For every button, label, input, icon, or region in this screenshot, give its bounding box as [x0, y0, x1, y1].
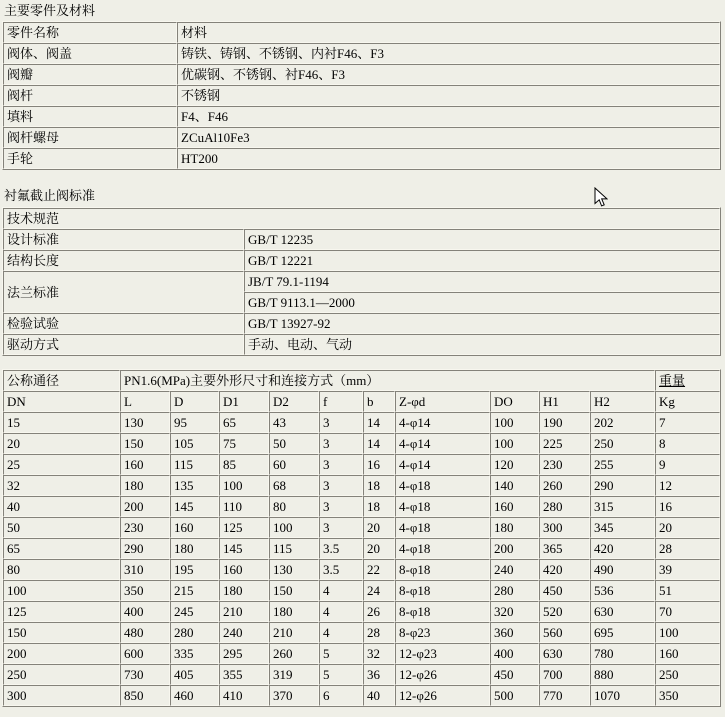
dims-cell: 290: [120, 538, 170, 559]
dims-cell: 160: [170, 517, 219, 538]
dims-cell: 125: [219, 517, 269, 538]
parts-table: [2, 21, 721, 170]
dims-cell: 95: [170, 412, 219, 433]
part-name-cell: 阀杆螺母: [3, 127, 177, 148]
dims-cell: 225: [539, 433, 590, 454]
dims-cell: 16: [363, 454, 395, 475]
dims-cell: 250: [655, 664, 720, 685]
dims-cell: 260: [269, 643, 319, 664]
table-row: [3, 601, 720, 622]
dims-cell: 210: [269, 622, 319, 643]
dims-cell: 260: [539, 475, 590, 496]
table-row: [3, 622, 720, 643]
dims-header-nominal-diameter: 公称通径: [3, 370, 120, 391]
dims-cell: 32: [363, 643, 395, 664]
table-row: [3, 250, 720, 271]
dims-cell: 4-φ14: [395, 433, 490, 454]
dims-cell: 190: [539, 412, 590, 433]
dimensions-table: [2, 369, 721, 707]
dims-cell: 3: [319, 433, 363, 454]
dims-cell: 100: [219, 475, 269, 496]
dims-col-header: H1: [539, 391, 590, 412]
dims-cell: 4-φ14: [395, 454, 490, 475]
dims-cell: 450: [490, 664, 539, 685]
dims-cell: 5: [319, 664, 363, 685]
dims-cell: 18: [363, 496, 395, 517]
part-name-cell: 阀杆: [3, 85, 177, 106]
dims-cell: 850: [120, 685, 170, 706]
table-row: [3, 313, 720, 334]
dims-cell: 1070: [590, 685, 655, 706]
dims-cell: 80: [3, 559, 120, 580]
standard-value-cell: GB/T 9113.1—2000: [244, 292, 720, 313]
dims-cell: 490: [590, 559, 655, 580]
dims-cell: 3.5: [319, 538, 363, 559]
dims-cell: 26: [363, 601, 395, 622]
table-row: [3, 106, 720, 127]
table-row: [3, 148, 720, 169]
dims-cell: 780: [590, 643, 655, 664]
standard-label-cell: 驱动方式: [3, 334, 244, 355]
dims-cell: 145: [219, 538, 269, 559]
dims-header-weight: [655, 370, 720, 391]
dims-cell: 480: [120, 622, 170, 643]
dims-cell: 460: [170, 685, 219, 706]
dims-cell: 3: [319, 475, 363, 496]
dims-cell: 400: [120, 601, 170, 622]
dims-cell: 36: [363, 664, 395, 685]
dims-cell: 115: [269, 538, 319, 559]
dims-cell: 105: [170, 433, 219, 454]
table-row: [3, 643, 720, 664]
dims-cell: 280: [539, 496, 590, 517]
dims-cell: 20: [363, 517, 395, 538]
dims-cell: 195: [170, 559, 219, 580]
dims-col-header: D1: [219, 391, 269, 412]
part-material-cell: 优碳钢、不锈钢、衬F46、F3: [177, 64, 720, 85]
table-row: [3, 127, 720, 148]
parts-table-title: 主要零件及材料: [4, 3, 96, 18]
table-row: [3, 538, 720, 559]
dims-cell: 520: [539, 601, 590, 622]
dims-cell: 150: [120, 433, 170, 454]
dims-col-header: D: [170, 391, 219, 412]
table-row: [3, 685, 720, 706]
dims-cell: 50: [3, 517, 120, 538]
table-row: [3, 271, 720, 292]
dims-cell: 150: [3, 622, 120, 643]
dims-col-header: DN: [3, 391, 120, 412]
dims-cell: 39: [655, 559, 720, 580]
dims-cell: 9: [655, 454, 720, 475]
dims-cell: 4: [319, 601, 363, 622]
dims-cell: 32: [3, 475, 120, 496]
dims-cell: 315: [590, 496, 655, 517]
dims-cell: 3: [319, 496, 363, 517]
dims-cell: 135: [170, 475, 219, 496]
dims-cell: 80: [269, 496, 319, 517]
dims-cell: 5: [319, 643, 363, 664]
dims-cell: 15: [3, 412, 120, 433]
dims-cell: 130: [269, 559, 319, 580]
dims-cell: 3: [319, 517, 363, 538]
dims-cell: 280: [490, 580, 539, 601]
dims-cell: 180: [490, 517, 539, 538]
weight-link: 重量: [659, 373, 686, 388]
dims-cell: 100: [655, 622, 720, 643]
dims-cell: 43: [269, 412, 319, 433]
dims-cell: 630: [539, 643, 590, 664]
dims-cell: 245: [170, 601, 219, 622]
dims-cell: 22: [363, 559, 395, 580]
table-row: [3, 433, 720, 454]
dims-cell: 250: [590, 433, 655, 454]
dims-cell: 240: [219, 622, 269, 643]
dims-cell: 230: [120, 517, 170, 538]
dims-cell: 8-φ18: [395, 580, 490, 601]
part-name-cell: 手轮: [3, 148, 177, 169]
dims-cell: 350: [655, 685, 720, 706]
table-row: [3, 85, 720, 106]
dims-cell: 130: [120, 412, 170, 433]
part-material-cell: F4、F46: [177, 106, 720, 127]
table-row: [3, 580, 720, 601]
table-row: [3, 412, 720, 433]
dims-cell: 50: [269, 433, 319, 454]
dims-cell: 160: [219, 559, 269, 580]
dims-cell: 70: [655, 601, 720, 622]
dims-cell: 85: [219, 454, 269, 475]
dims-cell: 8-φ18: [395, 559, 490, 580]
part-name-cell: 填料: [3, 106, 177, 127]
part-material-cell: 材料: [177, 22, 720, 43]
dims-cell: 290: [590, 475, 655, 496]
dims-cell: 180: [170, 538, 219, 559]
dims-cell: 3: [319, 454, 363, 475]
dims-cell: 350: [120, 580, 170, 601]
dims-cell: 14: [363, 412, 395, 433]
dims-cell: 450: [539, 580, 590, 601]
standard-label-cell: 设计标准: [3, 229, 244, 250]
dims-cell: 51: [655, 580, 720, 601]
dims-cell: 75: [219, 433, 269, 454]
standards-table-title: 衬氟截止阀标准: [4, 188, 96, 203]
dims-cell: 255: [590, 454, 655, 475]
table-row: [3, 22, 720, 43]
dims-cell: 150: [269, 580, 319, 601]
dims-cell: 405: [170, 664, 219, 685]
dims-cell: 230: [539, 454, 590, 475]
table-row: [3, 475, 720, 496]
dims-cell: 210: [219, 601, 269, 622]
table-row: [3, 64, 720, 85]
dims-cell: 4-φ18: [395, 496, 490, 517]
dims-cell: 880: [590, 664, 655, 685]
dims-col-header: Z-φd: [395, 391, 490, 412]
dims-cell: 115: [170, 454, 219, 475]
standard-value-cell: JB/T 79.1-1194: [244, 271, 720, 292]
dims-cell: 250: [3, 664, 120, 685]
dims-col-header: Kg: [655, 391, 720, 412]
dims-cell: 8-φ18: [395, 601, 490, 622]
standards-table: [2, 207, 721, 356]
page: [0, 3, 725, 717]
dims-cell: 600: [120, 643, 170, 664]
table-row: [3, 496, 720, 517]
dims-cell: 420: [590, 538, 655, 559]
dims-cell: 240: [490, 559, 539, 580]
dims-cell: 300: [539, 517, 590, 538]
dims-col-header: DO: [490, 391, 539, 412]
dims-cell: 4-φ18: [395, 517, 490, 538]
dims-cell: 160: [490, 496, 539, 517]
standard-label-cell: 结构长度: [3, 250, 244, 271]
dims-header-span: PN1.6(MPa)主要外形尺寸和连接方式（mm）: [120, 370, 655, 391]
standard-value-cell: GB/T 13927-92: [244, 313, 720, 334]
dims-cell: 3: [319, 412, 363, 433]
dims-cell: 320: [490, 601, 539, 622]
part-name-cell: 零件名称: [3, 22, 177, 43]
dims-cell: 180: [219, 580, 269, 601]
dims-cell: 65: [3, 538, 120, 559]
dims-cell: 360: [490, 622, 539, 643]
table-row: [3, 43, 720, 64]
table-row: [3, 517, 720, 538]
standard-label-cell: 检验试验: [3, 313, 244, 334]
dims-col-header: f: [319, 391, 363, 412]
standard-label-cell: 法兰标准: [3, 271, 244, 313]
dims-cell: 355: [219, 664, 269, 685]
dims-cell: 4: [319, 580, 363, 601]
standards-section-header: 技术规范: [3, 208, 720, 229]
dims-cell: 40: [3, 496, 120, 517]
dims-col-header: b: [363, 391, 395, 412]
dims-cell: 335: [170, 643, 219, 664]
dims-cell: 7: [655, 412, 720, 433]
dims-cell: 180: [269, 601, 319, 622]
dims-cell: 12-φ23: [395, 643, 490, 664]
dims-cell: 695: [590, 622, 655, 643]
dims-cell: 310: [120, 559, 170, 580]
dims-cell: 14: [363, 433, 395, 454]
part-material-cell: ZCuAl10Fe3: [177, 127, 720, 148]
dims-cell: 215: [170, 580, 219, 601]
dims-cell: 12-φ26: [395, 685, 490, 706]
dims-cell: 140: [490, 475, 539, 496]
dims-cell: 180: [120, 475, 170, 496]
dims-cell: 8-φ23: [395, 622, 490, 643]
dims-cell: 40: [363, 685, 395, 706]
dims-cell: 160: [655, 643, 720, 664]
dims-cell: 160: [120, 454, 170, 475]
dims-cell: 110: [219, 496, 269, 517]
dims-cell: 28: [363, 622, 395, 643]
dims-cell: 420: [539, 559, 590, 580]
dims-cell: 12-φ26: [395, 664, 490, 685]
dims-cell: 370: [269, 685, 319, 706]
standard-value-cell: GB/T 12221: [244, 250, 720, 271]
standard-value-cell: 手动、电动、气动: [244, 334, 720, 355]
dims-cell: 770: [539, 685, 590, 706]
dims-cell: 4-φ14: [395, 412, 490, 433]
dims-cell: 12: [655, 475, 720, 496]
dims-cell: 200: [3, 643, 120, 664]
dims-cell: 18: [363, 475, 395, 496]
table-row: [3, 391, 720, 412]
dims-col-header: H2: [590, 391, 655, 412]
dims-cell: 200: [490, 538, 539, 559]
dims-cell: 4-φ18: [395, 475, 490, 496]
dims-cell: 68: [269, 475, 319, 496]
dims-cell: 100: [269, 517, 319, 538]
dims-cell: 4-φ18: [395, 538, 490, 559]
dims-cell: 6: [319, 685, 363, 706]
dims-cell: 200: [120, 496, 170, 517]
table-row: [3, 334, 720, 355]
dims-cell: 20: [363, 538, 395, 559]
dims-cell: 120: [490, 454, 539, 475]
table-row: [3, 454, 720, 475]
dims-cell: 100: [3, 580, 120, 601]
dims-cell: 400: [490, 643, 539, 664]
dims-cell: 300: [3, 685, 120, 706]
dims-cell: 536: [590, 580, 655, 601]
dims-cell: 295: [219, 643, 269, 664]
dims-cell: 65: [219, 412, 269, 433]
table-row: [3, 208, 720, 229]
part-material-cell: HT200: [177, 148, 720, 169]
dims-cell: 345: [590, 517, 655, 538]
dims-cell: 100: [490, 412, 539, 433]
part-name-cell: 阀体、阀盖: [3, 43, 177, 64]
dims-cell: 3.5: [319, 559, 363, 580]
dims-cell: 630: [590, 601, 655, 622]
dims-cell: 700: [539, 664, 590, 685]
table-row: [3, 370, 720, 391]
dims-cell: 365: [539, 538, 590, 559]
dims-cell: 280: [170, 622, 219, 643]
part-material-cell: 铸铁、铸钢、不锈钢、内衬F46、F3: [177, 43, 720, 64]
dims-cell: 60: [269, 454, 319, 475]
dims-cell: 145: [170, 496, 219, 517]
dims-cell: 125: [3, 601, 120, 622]
dims-cell: 500: [490, 685, 539, 706]
dims-cell: 730: [120, 664, 170, 685]
standard-value-cell: GB/T 12235: [244, 229, 720, 250]
dims-cell: 410: [219, 685, 269, 706]
dims-cell: 202: [590, 412, 655, 433]
dims-col-header: D2: [269, 391, 319, 412]
dims-cell: 24: [363, 580, 395, 601]
dims-cell: 319: [269, 664, 319, 685]
dims-cell: 20: [655, 517, 720, 538]
dims-cell: 8: [655, 433, 720, 454]
table-row: [3, 229, 720, 250]
dims-cell: 20: [3, 433, 120, 454]
dims-cell: 560: [539, 622, 590, 643]
part-material-cell: 不锈钢: [177, 85, 720, 106]
dims-cell: 4: [319, 622, 363, 643]
dims-cell: 25: [3, 454, 120, 475]
dims-cell: 16: [655, 496, 720, 517]
part-name-cell: 阀瓣: [3, 64, 177, 85]
table-row: [3, 559, 720, 580]
dims-cell: 100: [490, 433, 539, 454]
dims-col-header: L: [120, 391, 170, 412]
table-row: [3, 664, 720, 685]
dims-cell: 28: [655, 538, 720, 559]
